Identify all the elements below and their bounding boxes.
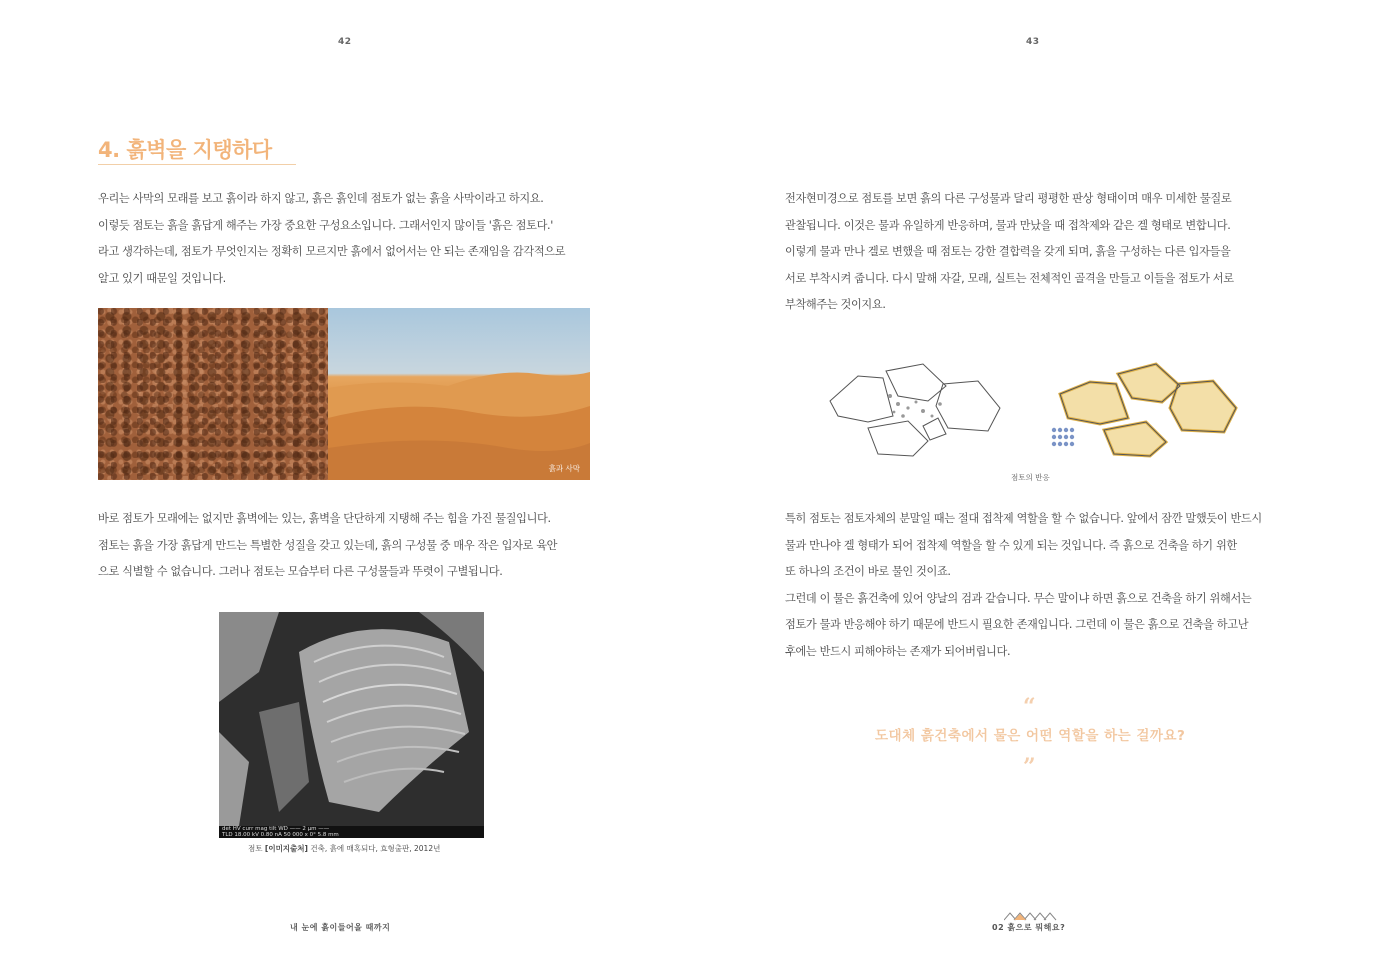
paragraph-line: 점토가 물과 반응해야 하기 때문에 반드시 필요한 존재입니다. 그런데 이 물은 흙으로 건축을 하고난	[785, 618, 1249, 632]
right-page	[687, 0, 1375, 971]
paragraph-line: 그런데 이 물은 흙건축에 있어 양날의 검과 같습니다. 무슨 말이냐 하면 흙으로 건축을 하기 위해서는	[785, 591, 1252, 605]
clay-flakes	[219, 612, 484, 826]
dune-shapes	[328, 308, 590, 480]
sem-caption	[248, 843, 440, 854]
page-number: 43	[1026, 37, 1040, 47]
paragraph-line: 서로 부착시켜 줍니다. 다시 말해 자갈, 모래, 실트는 전체적인 골격을 만들고 이들을 점토가 서로	[785, 271, 1234, 285]
sem-caption-source: [이미지출처]	[264, 844, 308, 853]
paragraph-line: 물과 만나야 겔 형태가 되어 접착제 역할을 할 수 있게 되는 것입니다. 즉 흙으로 건축을 하기 위한	[785, 538, 1237, 552]
paragraph-line: 바로 점토가 모래에는 없지만 흙벽에는 있는, 흙벽을 단단하게 지탱해 주는 힘을 가진 물질입니다.	[98, 512, 551, 525]
paragraph-line: 알고 있기 때문일 것입니다.	[98, 271, 226, 285]
pull-quote: 도대체 흙건축에서 물은 어떤 역할을 하는 걸까요?	[875, 728, 1186, 744]
sem-caption-text: 건축, 흙에 매혹되다, 효형출판, 2012년	[310, 844, 441, 853]
mountains-icon	[1004, 911, 1058, 921]
sem-info-line: det HV curr mag tilt WD —— 2 μm ——	[222, 826, 330, 832]
desert-photo	[328, 308, 590, 480]
section-title: 4. 흙벽을 지탱하다	[98, 138, 272, 162]
water-paragraph	[785, 506, 1262, 666]
page-number: 42	[338, 37, 352, 47]
paragraph-line: 이렇듯 점토는 흙을 흙답게 해주는 가장 중요한 구성요소입니다. 그래서인지 많이들 '흙은 점토다.'	[98, 218, 553, 232]
paragraph-line: 관찰됩니다. 이것은 물과 유일하게 반응하며, 물과 만났을 때 접착제와 같은 겔 형태로 변합니다.	[785, 218, 1231, 232]
paragraph-line: 점토는 흙을 가장 흙답게 만드는 특별한 성질을 갖고 있는데, 흙의 구성물 중 매우 작은 입자로 육안	[98, 538, 558, 552]
sem-caption-prefix: 점토	[248, 844, 263, 853]
paragraph-line: 라고 생각하는데, 점토가 무엇인지는 정확히 모르지만 흙에서 없어서는 안 되는 존재임을 감각적으로	[98, 245, 566, 259]
soil-photo	[98, 308, 328, 480]
clay-reaction-diagram	[828, 356, 1248, 466]
footer-chapter: 02 흙으로 뭐해요?	[992, 923, 1066, 932]
sem-info-bar	[219, 826, 484, 838]
footer-title: 내 눈에 흙이들어올 때까지	[290, 923, 391, 932]
paragraph-line: 또 하나의 조건이 바로 물인 것이죠.	[785, 565, 951, 579]
microscope-paragraph	[785, 186, 1234, 319]
sem-info-line: TLD 18.00 kV 0.80 nA 50 000 x 0° 5.8 mm	[222, 832, 339, 838]
title-underline	[98, 164, 296, 165]
clay-paragraph	[98, 506, 557, 586]
paragraph-line: 으로 식별할 수 없습니다. 그러나 점토는 모습부터 다른 구성물들과 뚜렷이 구별됩니다.	[98, 565, 503, 579]
paragraph-line: 후에는 반드시 피해야하는 존재가 되어버립니다.	[785, 644, 1011, 658]
paragraph-line: 전자현미경으로 점토를 보면 흙의 다른 구성물과 달리 평평한 판상 형태이며 매우 미세한 물질로	[785, 192, 1232, 205]
sem-micrograph	[219, 612, 484, 838]
left-page	[0, 0, 687, 971]
photo-caption: 흙과 사막	[548, 464, 580, 473]
diagram-caption: 점토의 반응	[1011, 473, 1050, 482]
paragraph-line: 우리는 사막의 모래를 보고 흙이라 하지 않고, 흙은 흙인데 점토가 없는 흙을 사막이라고 하지요.	[98, 192, 544, 205]
quote-open-mark: “	[1023, 694, 1036, 720]
quote-close-mark: ”	[1023, 754, 1036, 780]
paragraph-line: 이렇게 물과 만나 겔로 변했을 때 점토는 강한 결합력을 갖게 되며, 흙을 구성하는 다른 입자들을	[785, 245, 1231, 259]
paragraph-line: 특히 점토는 점토자체의 분말일 때는 절대 접착제 역할을 할 수 없습니다. 앞에서 잠깐 말했듯이 반드시	[785, 512, 1262, 525]
intro-paragraph	[98, 186, 565, 292]
paragraph-line: 부착해주는 것이지요.	[785, 298, 886, 312]
